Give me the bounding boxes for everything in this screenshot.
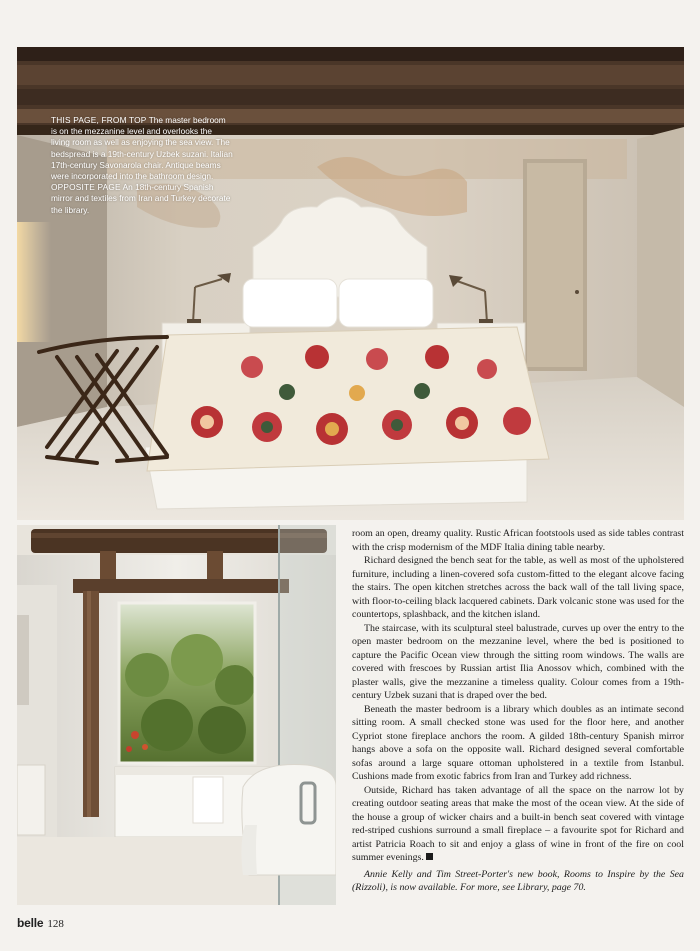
caption-text: The master bedroom is on the mezzanine level and overlooks the living room as well as enjoying the sea view. The bedspread is a 19th-century Uzbek suzani. Italian 17th-century Savonarola chair. Antique beams were incorporated into the bathroom design. xyxy=(51,115,233,182)
book-credit: Annie Kelly and Tim Street-Porter's new book, Rooms to Inspire by the Sea (Rizzoli), is now available. For more, see Library, page 70. xyxy=(352,868,684,893)
article-paragraph-2: Richard designed the bench seat for the table, as well as most of the upholstered furniture, including a linen-covered sofa custom-fitted to the elegant alcove facing the stairs. The open kitchen stretches across the back wall of the tall living space, with floor-to-ceiling black lacquered cabinets. Dark volcanic stone was used for the countertops, splashback, and the kitchen island. xyxy=(352,555,684,620)
article-paragraph-5-text: Outside, Richard has taken advantage of all the space on the narrow lot by creating outdoor seating areas that make the most of the ocean view. At the side of the house a group of wicker chairs and a built-in bench seat covered with vintage red-striped cushions surround a small fireplace – a favourite spot for Richard and artist Patricia Roach to sit and enjoy a glass of wine in front of the fire on cool summer evenings. xyxy=(352,784,684,863)
caption-text-opposite: An 18th-century Spanish mirror and textiles from Iran and Turkey decorate the library. xyxy=(51,182,231,215)
caption-lead-opposite: OPPOSITE PAGE xyxy=(51,182,121,193)
caption-lead: THIS PAGE, FROM TOP xyxy=(51,115,147,125)
article-paragraph-1: room an open, dreamy quality. Rustic African footstools used as side tables contrast with the crisp modernism of the MDF Italia dining table nearby. xyxy=(352,528,684,553)
magazine-brand: belle xyxy=(17,916,44,930)
photo-caption xyxy=(51,115,233,216)
photo-bathroom xyxy=(17,525,336,905)
article-paragraph-3: The staircase, with its sculptural steel balustrade, curves up over the entry to the open master bedroom on the mezzanine level, where the bed is positioned to capture the Pacific Ocean view through the sitting room windows. The walls are covered with frescoes by Russian artist Ilia Anossov which, combined with the plaster walls, give the mezzanine a timeless quality. Colour comes from a 19th-century Uzbek suzani that is draped over the bed. xyxy=(352,622,684,701)
page-folio xyxy=(17,916,64,930)
article-paragraph-4: Beneath the master bedroom is a library which doubles as an intimate second sitting room. A small checked stone was used for the floor here, and another Cypriot stone fireplace anchors the room. A gilded 18th-century Spanish mirror hangs above a sofa on the opposite wall. Richard designed several comfortable sofas around a large square ottoman upholstered in a textile from Istanbul. Cushions made from exotic fabrics from Iran and Turkey add richness. xyxy=(352,703,684,782)
photo-master-bedroom xyxy=(17,47,684,520)
page-number: 128 xyxy=(47,918,64,930)
article-body xyxy=(352,527,684,895)
end-of-article-icon xyxy=(426,853,433,860)
article-paragraph-5 xyxy=(352,784,684,865)
bathroom-illustration xyxy=(17,525,336,905)
